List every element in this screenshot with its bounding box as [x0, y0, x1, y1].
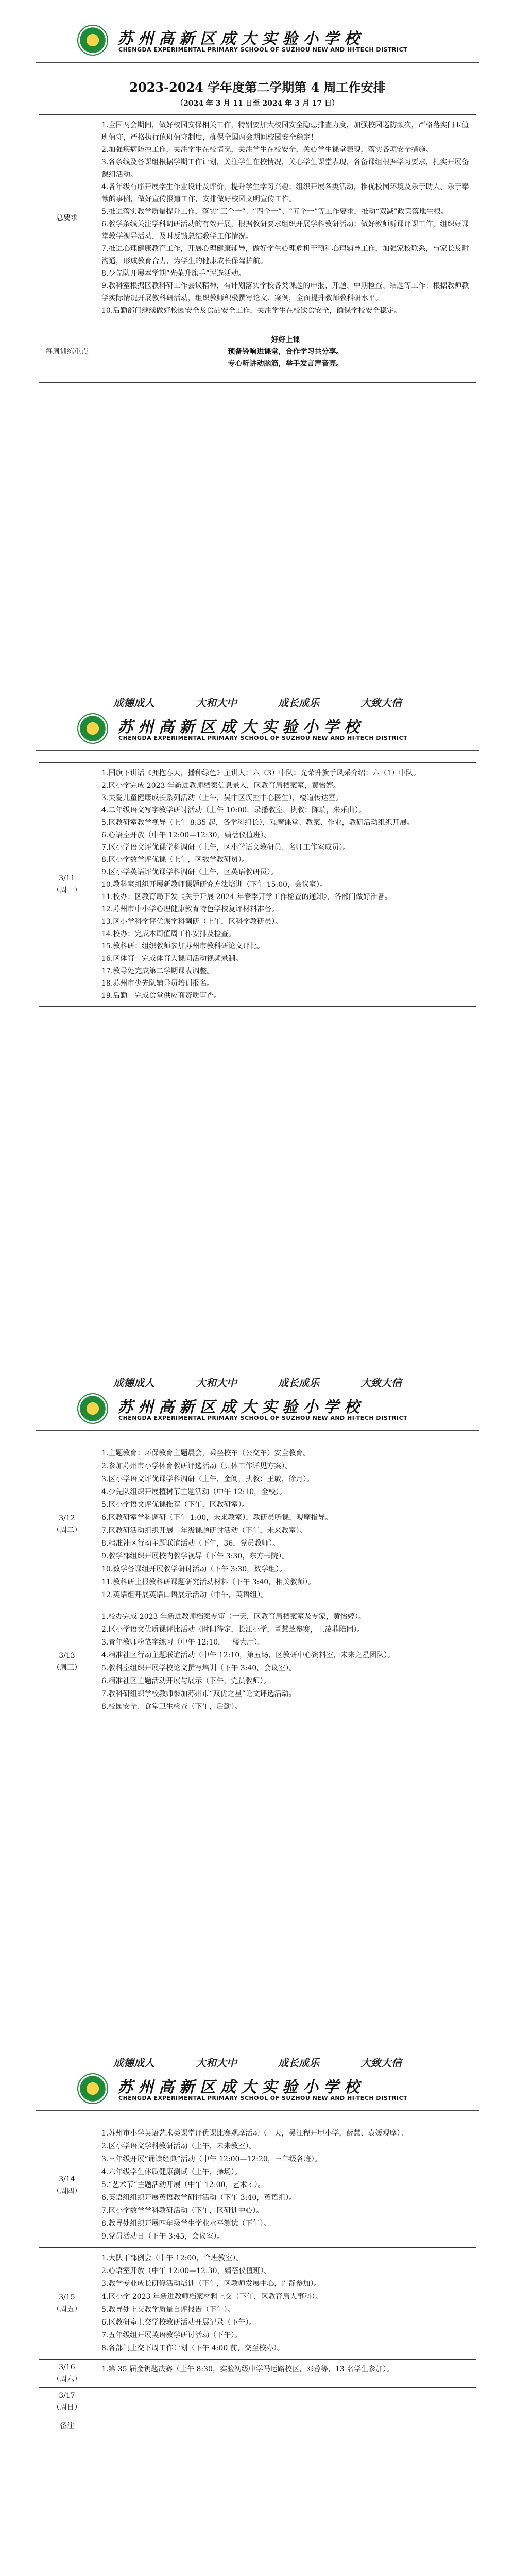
- day-weekday: （周五）: [53, 2305, 81, 2313]
- schedule-item: 5.教科室组织开展学校论文撰写培训（下午 3:40，会议室）。: [101, 1664, 297, 1672]
- day-content: [95, 2360, 476, 2388]
- schedule-item: 3.教学专业成长研修活动培训（下午，区教师发展中心，许静参加）。: [101, 2280, 321, 2288]
- schedule-item: 1.校办完成 2023 年新进教师档案专审（一天，区教育局档案室及专家，黄怡婷）。: [101, 1613, 366, 1621]
- overview-item: 7.推进心理健康教育工作，开展心理健康辅导，做好学生心理危机干预和心理辅导工作，加强家校联系，与家长及时沟通，形成教育合力，为学生的健康成长保驾护航。: [101, 245, 469, 265]
- motto-item: 成长成乐: [278, 697, 319, 709]
- page-2: [0, 680, 515, 1360]
- schedule-item: 2.区小学语文优质课评比活动（时间待定，长江小学，董慧芝参赛，王凌菲陪同）。: [101, 1625, 365, 1634]
- schedule-item: 17.教导处完成第二学期课表调整。: [101, 967, 214, 975]
- overview-item: 4.各年级有序开展学生作业设计及评价，提升学生学习兴趣；组织开展各类活动，推优校园环境及乐于助人、乐于奉献的事例，做好宣传报道工作，安排做好校园文明宣传工作。: [101, 183, 469, 204]
- schedule-item: 12.英语组开展英语口语展示活动（中午，英语组）。: [101, 1591, 268, 1599]
- schedule-item: 6.心语室开放（中午 12:00—12:30，婧蓓仪值班）。: [101, 831, 271, 839]
- weekly-focus-row: [39, 321, 476, 383]
- schedule-item: 1.主题教育：环保教育主题晨会，乘坐校车（公交车）安全教育。: [101, 1449, 311, 1458]
- schedule-item: 3.三年级开展“诵读经典”活动（中午 12:00—12:20，三年级各班）。: [101, 2155, 322, 2163]
- schedule-item: 5.“艺术节”主题活动开展（中午 12:00，艺术团）。: [101, 2181, 265, 2189]
- day-weekday: （周二）: [53, 1526, 81, 1534]
- schedule-item: 1.苏州市小学英语艺术类课堂评优课比赛观摩活动（一天，吴江程开甲小学，薛慧、袁媛观摩）。: [101, 2129, 408, 2138]
- overview-table: [39, 114, 476, 383]
- overview-content: [95, 115, 476, 321]
- school-logo-icon: [77, 1393, 108, 1424]
- motto-item: 大致大信: [360, 1377, 402, 1389]
- schedule-item: 6.英语组组织开展英语教学研讨活动（下午 3:40，英语组）。: [101, 2194, 297, 2202]
- day-label: [39, 2248, 95, 2360]
- day-content: [95, 763, 476, 1007]
- school-logo-icon: [77, 2073, 108, 2104]
- overview-item: 6.教学条线关注学科调研活动的有效开展，根据教研要求组织开展学科教研活动；做好教师听课评课工作，组织好课堂教学视导活动，及时反馈总结教学工作情况。: [101, 220, 469, 241]
- overview-label: 总要求: [39, 115, 95, 321]
- schedule-item: 1.国旗下讲话《拥抱春天，播种绿色》主讲人：六（3）中队；光荣升旗手风采介绍：六（1）中队。: [101, 769, 421, 777]
- schedule-item: 7.五年级组开展英语教学研讨活动（下午）。: [101, 2331, 242, 2340]
- schedule-item: 2.参加苏州市小学体育教研评选活动（具体工作详见方案）。: [101, 1462, 293, 1470]
- school-name-en: CHENGDA EXPERIMENTAL PRIMARY SCHOOL OF SUZHOU NEW AND HI-TECH DISTRICT: [118, 2095, 408, 2102]
- school-header: [77, 23, 438, 59]
- schedule-item: 6.精准社区主题活动开展与展示（下午，党员教师）。: [101, 1677, 271, 1685]
- day-date: 3/12: [59, 1514, 75, 1522]
- schedule-item: 15.教科研：组织教师参加苏州市教科研论文评比。: [101, 942, 265, 951]
- schedule-item: 8.精准社区行动主题联谊活动（下午，36，党员教师）。: [101, 1539, 280, 1548]
- motto-item: 大和大中: [196, 1377, 237, 1389]
- remark-content: [95, 2416, 476, 2436]
- day-label: [39, 2123, 95, 2248]
- page-3: [0, 1360, 515, 2040]
- day-date: 3/17: [59, 2392, 75, 2400]
- overview-item: 1.全国两会期间，做好校园安保相关工作，特别要加大校园安全隐患排查力度，加强校园巡防频次，严格落实门卫值班值守，严格执行值班值守制度，确保全国两会期间校园安全稳定！: [101, 121, 469, 142]
- weekly-focus-line: 好好上课: [271, 335, 300, 344]
- day-weekday: （周四）: [53, 2187, 81, 2195]
- day-weekday: （周一）: [53, 886, 81, 894]
- overview-item: 2.加强疾病防控工作，关注学生在校情况，关注学生在校安全，关心学生课堂表现，落实各项安全措施。: [101, 146, 433, 154]
- schedule-table-thu-sun: [39, 2123, 476, 2436]
- weekly-focus-label: 每周训练重点: [39, 321, 95, 383]
- header-divider: [36, 62, 479, 63]
- day-label: [39, 2360, 95, 2388]
- day-date: 3/14: [59, 2175, 75, 2183]
- schedule-item: 6.区教研室学科调研（下午 1:00，未来教室），教研员听课，观摩指导。: [101, 1514, 333, 1522]
- schedule-item: 8.校园安全、食堂卫生检查（下午，后勤）。: [101, 1703, 242, 1711]
- schedule-item: 5.区教研室教学视导（上午 8:35 起，各学科组长），观摩课堂、教案、作业，教研活动组织开展。: [101, 819, 414, 827]
- schedule-item: 12.苏州市中小学心理健康教育特色学校复评材料准备。: [101, 905, 279, 913]
- schedule-table-tue-wed: [39, 1443, 476, 1718]
- motto-bar: [113, 694, 402, 709]
- day-date: 3/16: [59, 2363, 75, 2371]
- weekly-focus-line: 预备铃响进课堂，合作学习共分享。: [228, 347, 344, 356]
- schedule-item: 4.六年级学生体质健康测试（上午，操场）。: [101, 2168, 242, 2176]
- overview-item: 8.少先队开展本学期“光荣升旗手”评选活动。: [101, 269, 246, 278]
- school-name-cn: 苏州高新区成大实验小学校: [117, 30, 365, 48]
- day-weekday: （周日）: [53, 2403, 81, 2412]
- motto-item: 大致大信: [360, 697, 402, 709]
- schedule-item: 3.关爱儿童健康成长系列活动（上午，吴中区疾控中心医生），楼道传达室。: [101, 794, 343, 802]
- day-content: [95, 1443, 476, 1606]
- motto-item: 成德成人: [113, 697, 154, 709]
- schedule-item: 1.大队干部例会（中午 12:00，合班教室）。: [101, 2254, 244, 2262]
- schedule-item: 16.区体育：完成体育大课间活动视频录制。: [101, 955, 243, 963]
- schedule-item: 8.教导处组织开展四年级学生学业水平测试（下午）。: [101, 2219, 271, 2228]
- overview-item: 10.后勤部门继续做好校园安全及食品安全工作，关注学生在校饮食安全，确保学校安全稳定。: [101, 307, 402, 315]
- schedule-item: 8.区小学数学评优课（上午，区数学教研员）。: [101, 856, 249, 864]
- overview-item: 3.各条线及备课组根据学期工作计划，关注学生在校情况，关心学生课堂表现，各备课组根据学习要求，扎实开展备课组活动。: [101, 158, 469, 179]
- motto-bar: [113, 2055, 402, 2070]
- day-date: 3/13: [59, 1652, 75, 1660]
- schedule-item: 5.区小学语文评优课推荐（下午，区教研室）。: [101, 1501, 249, 1509]
- motto-item: 大致大信: [360, 2057, 402, 2069]
- day-date: 3/11: [59, 874, 75, 883]
- motto-item: 大和大中: [196, 697, 237, 709]
- document-title: 2023-2024 学年度第二学期第 4 周工作安排: [129, 80, 386, 95]
- schedule-table-monday: [39, 762, 476, 1007]
- school-name-cn: 苏州高新区成大实验小学校: [117, 1398, 365, 1416]
- motto-item: 成德成人: [113, 1377, 154, 1389]
- schedule-item: 3.区小学语文评优课学科调研（上午，金阊，执教：王敏，徐月）。: [101, 1475, 314, 1483]
- overview-row: [39, 115, 476, 321]
- day-label: [39, 763, 95, 1007]
- school-name-en: CHENGDA EXPERIMENTAL PRIMARY SCHOOL OF SUZHOU NEW AND HI-TECH DISTRICT: [118, 1415, 408, 1421]
- school-name-cn: 苏州高新区成大实验小学校: [117, 2078, 365, 2096]
- schedule-item: 7.区小学语文评优课学科调研（上午，区小学语文教研员、名师工作室成员）。: [101, 843, 350, 852]
- schedule-item: 8.各部门上交下周工作计划（下午 4:00 前，交至校办）。: [101, 2344, 284, 2352]
- page-1: [0, 0, 515, 680]
- school-name-cn: 苏州高新区成大实验小学校: [117, 718, 365, 736]
- day-row: [39, 2360, 476, 2388]
- header-divider: [36, 2110, 479, 2111]
- day-content: [95, 2123, 476, 2248]
- schedule-item: 2.心语室开放（中午 12:00—12:30，婧蓓仪值班）。: [101, 2267, 271, 2275]
- schedule-item: 10.教科室组织开展新教师课题研究方法培训（下午 15:00，会议室）。: [101, 880, 328, 889]
- schedule-item: 1.第 35 届金钥匙决赛（上午 8:30，实验初级中学马运路校区，邓蓉等，13 名学生参加）。: [101, 2365, 394, 2374]
- day-row: [39, 1443, 476, 1606]
- schedule-item: 3.青年教师粉笔字练习（中午 12:10，一楼大厅）。: [101, 1638, 265, 1647]
- day-row: [39, 2388, 476, 2416]
- overview-item: 9.教科室根据区教科研工作会议精神，有计划落实学校各类课题的申报、开题、中期检查、结题等工作；根据教师教学实际情况开展教科研活动，组织教师积极撰写论文、案例，全面提升教师教科研水平。: [101, 282, 469, 302]
- schedule-item: 4.区小学 2023 年新进教师档案材料上交（下午，区教育局人事科）。: [101, 2293, 322, 2301]
- header-divider: [36, 1430, 479, 1431]
- overview-item: 5.推进落实教学质量提升工作，落实“三个一”、“四个一”、“五个一”等工作要求，推动“双减”政策落地生根。: [101, 208, 448, 216]
- weekly-focus-line: 专心听讲动脑筋，举手发言声音亮。: [228, 359, 344, 368]
- schedule-item: 2.区小学语文学科教研活动（上午，未来教室）。: [101, 2142, 256, 2150]
- day-row: [39, 2123, 476, 2248]
- day-row: [39, 1606, 476, 1718]
- school-header: [77, 1391, 438, 1427]
- schedule-item: 4.二年级语文写字教学研讨活动（上午 10:00，录播教室，执教：陈瑞，朱乐曲）。: [101, 806, 366, 815]
- school-header: [77, 711, 438, 747]
- schedule-item: 11.教科研上报教科研课题研究活动材料（下午 3:40，相关教师）。: [101, 1578, 316, 1586]
- day-weekday: （周六）: [53, 2375, 81, 2383]
- schedule-item: 18.苏州市少先队辅导员培训报名。: [101, 979, 214, 988]
- schedule-item: 4.少先队组织开展植树节主题活动（中午 12:10，全校）。: [101, 1488, 287, 1496]
- day-date: 3/15: [59, 2293, 75, 2301]
- document-date-range: （2024 年 3 月 11 日至 2024 年 3 月 17 日）: [176, 99, 339, 108]
- school-logo-icon: [77, 713, 108, 744]
- school-name-en: CHENGDA EXPERIMENTAL PRIMARY SCHOOL OF SUZHOU NEW AND HI-TECH DISTRICT: [118, 46, 408, 53]
- schedule-item: 14.校办：完成本周值周工作安排及检查。: [101, 930, 236, 938]
- schedule-item: 9.区小学英语评优课学科调研（上午，区英语教研员）。: [101, 868, 278, 876]
- schedule-item: 7.区小学数学学科教研活动（下午，区研训中心）。: [101, 2207, 264, 2215]
- day-label: [39, 1606, 95, 1718]
- schedule-item: 9.教学部组织开展校内教学视导（下午 3:30，东方书院）。: [101, 1552, 289, 1561]
- schedule-item: 19.后勤：完成食堂供应商资质审查。: [101, 992, 221, 1000]
- day-content: [95, 2388, 476, 2416]
- schedule-item: 6.区教研室上交学校教研活动开展记录（下午）。: [101, 2318, 256, 2327]
- motto-item: 成德成人: [113, 2057, 154, 2069]
- header-divider: [36, 750, 479, 751]
- day-label: [39, 2388, 95, 2416]
- day-row: [39, 763, 476, 1007]
- day-row: [39, 2248, 476, 2360]
- day-label: [39, 1443, 95, 1606]
- day-content: [95, 1606, 476, 1718]
- motto-item: 大和大中: [196, 2057, 237, 2069]
- schedule-item: 4.精准社区行动主题联谊活动（中午 12:10，第五场，区教研中心资料室，未来之星团队）。: [101, 1651, 395, 1659]
- school-name-en: CHENGDA EXPERIMENTAL PRIMARY SCHOOL OF SUZHOU NEW AND HI-TECH DISTRICT: [118, 735, 408, 741]
- schedule-item: 2.区小学完成 2023 年新进教师档案信息录入，区教育局档案室，黄怡婷。: [101, 782, 340, 790]
- remark-row: [39, 2416, 476, 2436]
- school-logo-icon: [77, 25, 108, 56]
- schedule-item: 7.区教研活动组织开展二年级课题研讨活动（下午，未来教室）。: [101, 1527, 307, 1535]
- schedule-item: 7.教科研组织学校教师参加苏州市“双优之星”论文评选活动。: [101, 1690, 296, 1698]
- schedule-item: 9.党员活动日（下午 3:45，会议室）。: [101, 2232, 225, 2241]
- schedule-item: 5.教导处上交教学质量自评报告（下午）。: [101, 2306, 235, 2314]
- motto-item: 成长成乐: [278, 1377, 319, 1389]
- school-header: [77, 2071, 438, 2107]
- motto-item: 成长成乐: [278, 2057, 319, 2069]
- weekly-focus-content: [95, 321, 476, 383]
- schedule-item: 11.校办：区教育局下发《关于开展 2024 年春季开学工作检查的通知》，各部门做好准备。: [101, 893, 392, 901]
- schedule-item: 10.数学备课组开展教学研讨活动（下午 3:30，数学组）。: [101, 1565, 287, 1573]
- day-weekday: （周三）: [53, 1664, 81, 1672]
- page-4: [0, 2040, 515, 2576]
- remark-label: 备注: [39, 2416, 95, 2436]
- motto-bar: [113, 1375, 402, 1389]
- day-content: [95, 2248, 476, 2360]
- schedule-item: 13.区小学科学评优课学科调研（上午，区科学教研员）。: [101, 918, 283, 926]
